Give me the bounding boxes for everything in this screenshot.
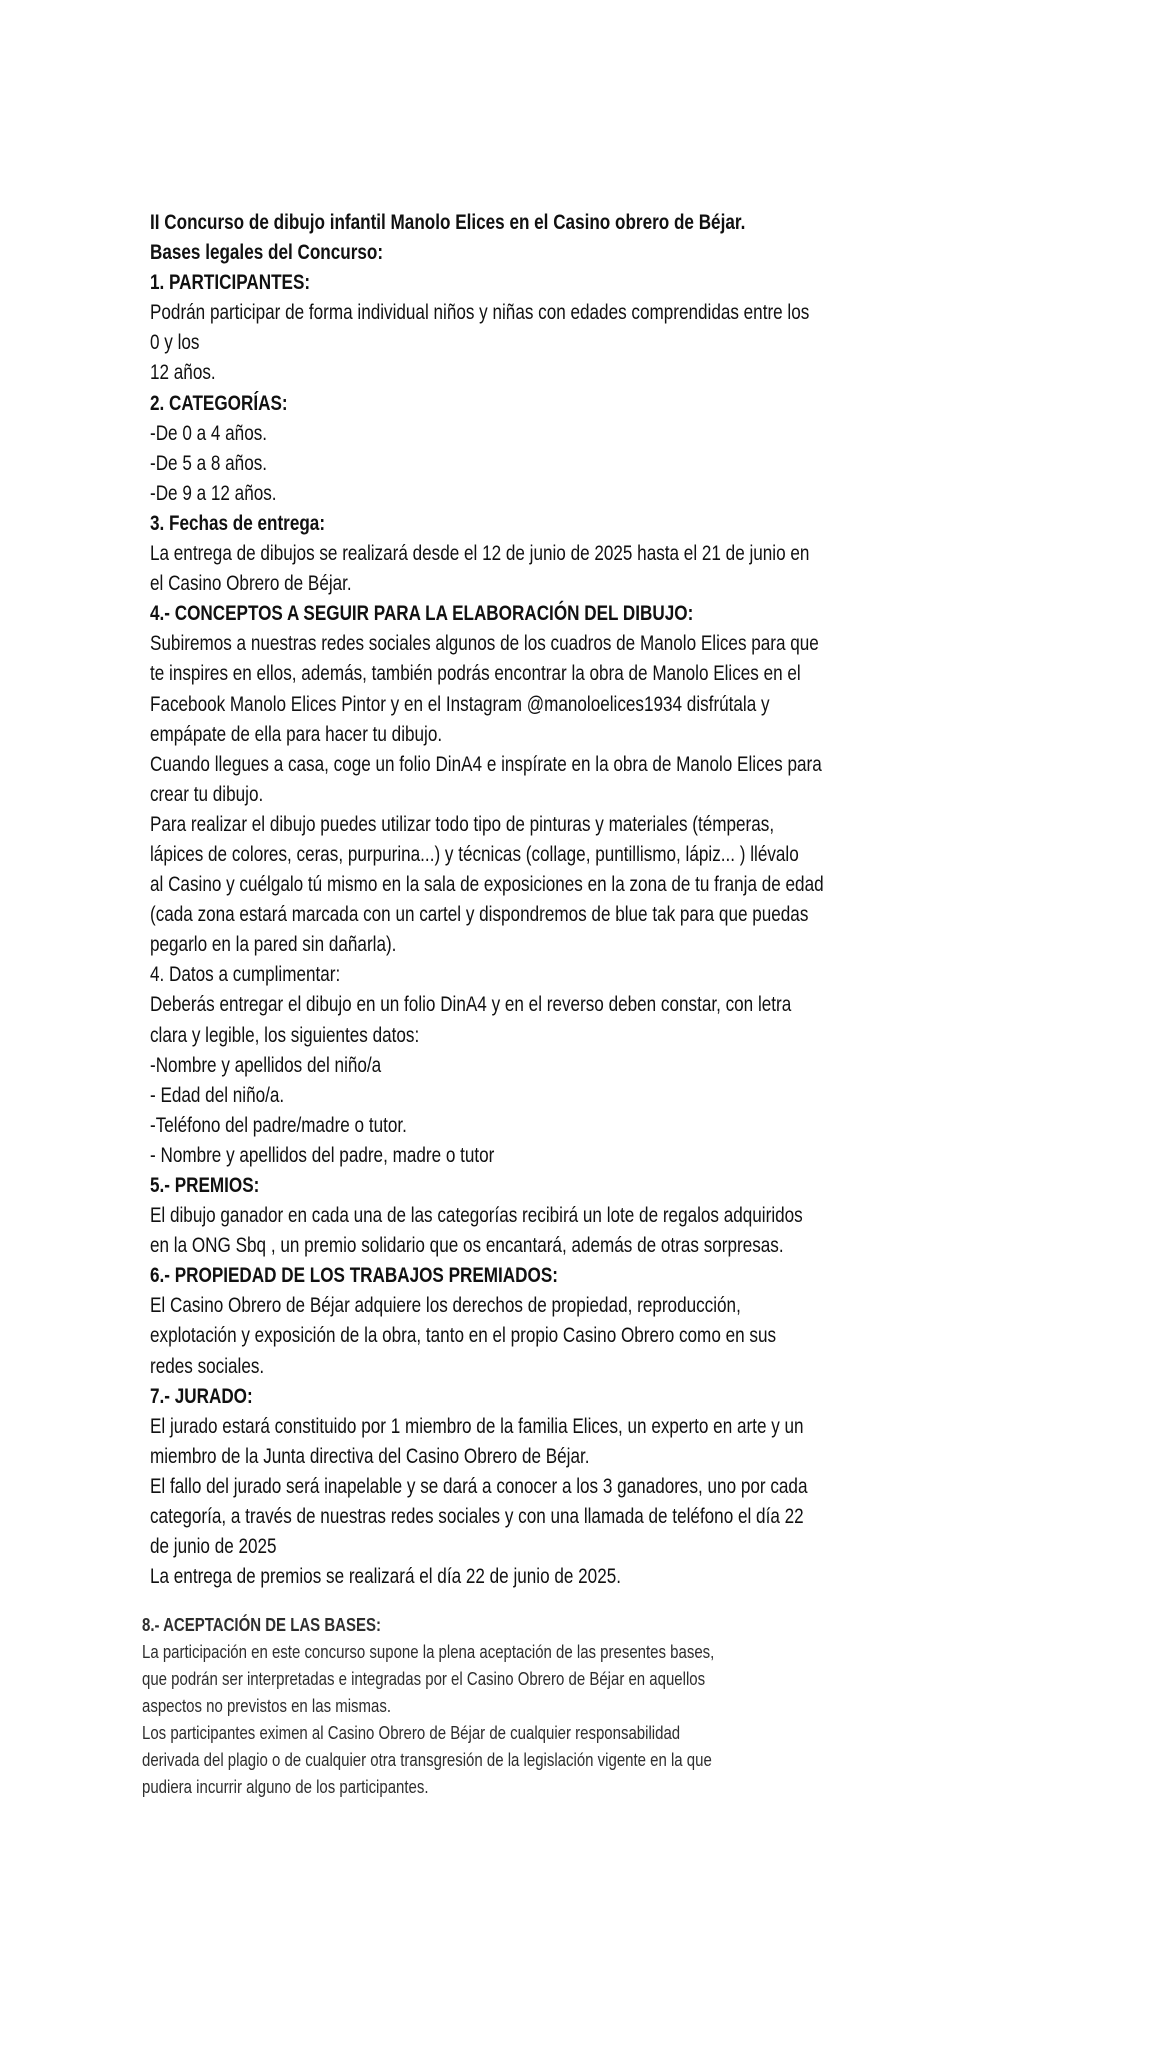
- section-heading: Bases legales del Concurso:: [150, 241, 384, 265]
- text-line: Cuando llegues a casa, coge un folio DinA4 e inspírate en la obra de Manolo Elices para: [150, 752, 822, 776]
- text-line: Deberás entregar el dibujo en un folio DinA4 y en el reverso deben constar, con letra: [150, 993, 792, 1017]
- text-line: 12 años.: [150, 361, 216, 385]
- section-acceptance-of-rules: [142, 1611, 895, 1800]
- text-line: crear tu dibujo.: [150, 782, 264, 806]
- text-line: La entrega de premios se realizará el día 22 de junio de 2025.: [150, 1565, 621, 1589]
- text-line: empápate de ella para hacer tu dibujo.: [150, 722, 443, 746]
- text-line: al Casino y cuélgalo tú mismo en la sala de exposiciones en la zona de tu franja de edad: [150, 873, 824, 897]
- section-heading: 4.- CONCEPTOS A SEGUIR PARA LA ELABORACIÓN DEL DIBUJO:: [150, 602, 694, 626]
- text-line: 0 y los: [150, 331, 200, 355]
- text-line: -De 0 a 4 años.: [150, 421, 268, 445]
- section-heading: 1. PARTICIPANTES:: [150, 271, 311, 295]
- section-heading: 3. Fechas de entrega:: [150, 511, 326, 535]
- text-line: El Casino Obrero de Béjar adquiere los derechos de propiedad, reproducción,: [150, 1294, 741, 1318]
- text-line: pegarlo en la pared sin dañarla).: [150, 933, 397, 957]
- text-line: 4. Datos a cumplimentar:: [150, 963, 341, 987]
- text-line: (cada zona estará marcada con un cartel y dispondremos de blue tak para que puedas: [150, 903, 809, 927]
- section-heading: 6.- PROPIEDAD DE LOS TRABAJOS PREMIADOS:: [150, 1264, 558, 1288]
- text-line: lápices de colores, ceras, purpurina...) y técnicas (collage, puntillismo, lápiz... ) llévalo: [150, 842, 799, 866]
- text-line: - Nombre y apellidos del padre, madre o tutor: [150, 1143, 495, 1167]
- text-line: Podrán participar de forma individual niños y niñas con edades comprendidas entre los: [150, 301, 810, 325]
- text-line: -De 9 a 12 años.: [150, 481, 277, 505]
- text-line: -De 5 a 8 años.: [150, 451, 268, 475]
- text-line: pudiera incurrir alguno de los participantes.: [142, 1776, 429, 1797]
- text-line: Facebook Manolo Elices Pintor y en el Instagram @manoloelices1934 disfrútala y: [150, 692, 770, 716]
- section-heading: 7.- JURADO:: [150, 1384, 253, 1408]
- text-line: en la ONG Sbq , un premio solidario que os encantará, además de otras sorpresas.: [150, 1234, 784, 1258]
- text-line: explotación y exposición de la obra, tanto en el propio Casino Obrero como en sus: [150, 1324, 777, 1348]
- text-line: te inspires en ellos, además, también podrás encontrar la obra de Manolo Elices en el: [150, 662, 801, 686]
- text-line: clara y legible, los siguientes datos:: [150, 1023, 420, 1047]
- text-line: -Nombre y apellidos del niño/a: [150, 1053, 382, 1077]
- text-line: El fallo del jurado será inapelable y se dará a conocer a los 3 ganadores, uno por cada: [150, 1474, 808, 1498]
- text-line: el Casino Obrero de Béjar.: [150, 572, 352, 596]
- text-line: redes sociales.: [150, 1354, 265, 1378]
- text-line: de junio de 2025: [150, 1535, 277, 1559]
- text-line: - Edad del niño/a.: [150, 1083, 285, 1107]
- text-line: aspectos no previstos en las mismas.: [142, 1695, 392, 1716]
- section-heading: 8.- ACEPTACIÓN DE LAS BASES:: [142, 1614, 381, 1635]
- section-heading: 5.- PREMIOS:: [150, 1174, 260, 1197]
- section-heading: 2. CATEGORÍAS:: [150, 391, 288, 415]
- text-line: Para realizar el dibujo puedes utilizar todo tipo de pinturas y materiales (témperas,: [150, 812, 775, 836]
- text-line: La participación en este concurso supone la plena aceptación de las presentes bases,: [142, 1641, 715, 1662]
- text-line: La entrega de dibujos se realizará desde el 12 de junio de 2025 hasta el 21 de junio en: [150, 542, 810, 566]
- text-line: El dibujo ganador en cada una de las categorías recibirá un lote de regalos adquiridos: [150, 1204, 803, 1228]
- text-line: miembro de la Junta directiva del Casino Obrero de Béjar.: [150, 1444, 590, 1468]
- section-heading: II Concurso de dibujo infantil Manolo Elices en el Casino obrero de Béjar.: [150, 211, 746, 234]
- text-line: El jurado estará constituido por 1 miembro de la familia Elices, un experto en arte y un: [150, 1414, 804, 1438]
- contest-rules-body: [150, 208, 981, 1592]
- text-line: Subiremos a nuestras redes sociales algunos de los cuadros de Manolo Elices para que: [150, 632, 819, 656]
- text-line: Los participantes eximen al Casino Obrero de Béjar de cualquier responsabilidad: [142, 1722, 681, 1743]
- text-line: categoría, a través de nuestras redes sociales y con una llamada de teléfono el día 22: [150, 1505, 804, 1529]
- text-line: derivada del plagio o de cualquier otra transgresión de la legislación vigente en la que: [142, 1749, 712, 1770]
- text-line: -Teléfono del padre/madre o tutor.: [150, 1113, 407, 1137]
- text-line: que podrán ser interpretadas e integradas por el Casino Obrero de Béjar en aquellos: [142, 1668, 706, 1689]
